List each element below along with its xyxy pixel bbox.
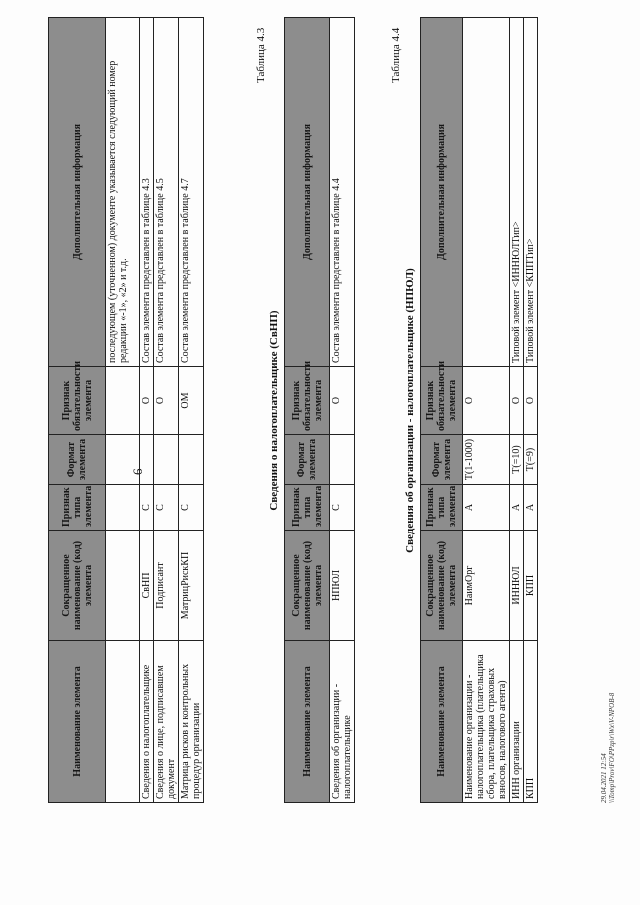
table-row: Сведения о лице, подписавшем документ Подписант С О Состав элемента представлен в таблице 4.5: [154, 18, 179, 803]
footer-stamp: [600, 693, 616, 803]
header-name: Наименование элемента: [421, 641, 463, 803]
table-4-4: [420, 17, 538, 803]
header-info: Дополнительная информация: [421, 18, 463, 367]
header-info: Дополнительная информация: [285, 18, 330, 367]
table-row: Сведения об организации - налогоплательщике НПЮЛ С О Состав элемента представлен в таблице 4.4: [330, 18, 355, 803]
header-code: Сокращенное наименование (код) элемента: [421, 531, 463, 641]
table-4-3-title: Сведения о налогоплательщике (СвНП): [268, 310, 280, 511]
table-row: последующем (уточненном) документе указывается следующий номер редакции «-1», «2» и т.д.: [106, 18, 140, 803]
header-required: Признак обязательности элемента: [421, 367, 463, 435]
header-type: Признак типа элемента: [285, 485, 330, 531]
table-4-4-caption: Таблица 4.4: [390, 27, 402, 83]
header-type: Признак типа элемента: [421, 485, 463, 531]
header-name: Наименование элемента: [49, 641, 106, 803]
table-4-3: [284, 17, 355, 803]
header-format: Формат элемента: [421, 435, 463, 485]
table-row: Матрица рисков и контрольных процедур организации МатрицРискКП С ОМ Состав элемента представлен в таблице 4.7: [179, 18, 204, 803]
header-name: Наименование элемента: [285, 641, 330, 803]
table-row: ИНН организации ИННЮЛ А T(=10) О Типовой элемент <ИННЮЛТип>: [510, 18, 524, 803]
header-info: Дополнительная информация: [49, 18, 106, 367]
footer-path: \\Tomp\Prov\FO\PPzp\r\Wx\V-NPOB-8: [608, 692, 616, 803]
page-number: 6: [130, 468, 145, 475]
header-type: Признак типа элемента: [49, 485, 106, 531]
header-format: Формат элемента: [285, 435, 330, 485]
header-code: Сокращенное наименование (код) элемента: [49, 531, 106, 641]
table-elements-main: [48, 17, 204, 803]
table-4-3-caption: Таблица 4.3: [255, 27, 267, 83]
header-format: Формат элемента: [49, 435, 106, 485]
table-row: КПП КПП А T(=9) О Типовой элемент <КППТип>: [524, 18, 538, 803]
table-row: Наименование организации - налогоплательщика (плательщика сбора, плательщика страховых взносов, налогового агента) НаимОрг А T(1-1000) О: [463, 18, 510, 803]
footer-date: 29.04.2021 12:54: [600, 753, 608, 803]
header-required: Признак обязательности элемента: [49, 367, 106, 435]
header-required: Признак обязательности элемента: [285, 367, 330, 435]
table-4-4-title: Сведения об организации - налогоплательщике (НПЮЛ): [404, 268, 416, 553]
table-row: Сведения о налогоплательщике СвНП С О Состав элемента представлен в таблице 4.3: [140, 18, 154, 803]
header-code: Сокращенное наименование (код) элемента: [285, 531, 330, 641]
